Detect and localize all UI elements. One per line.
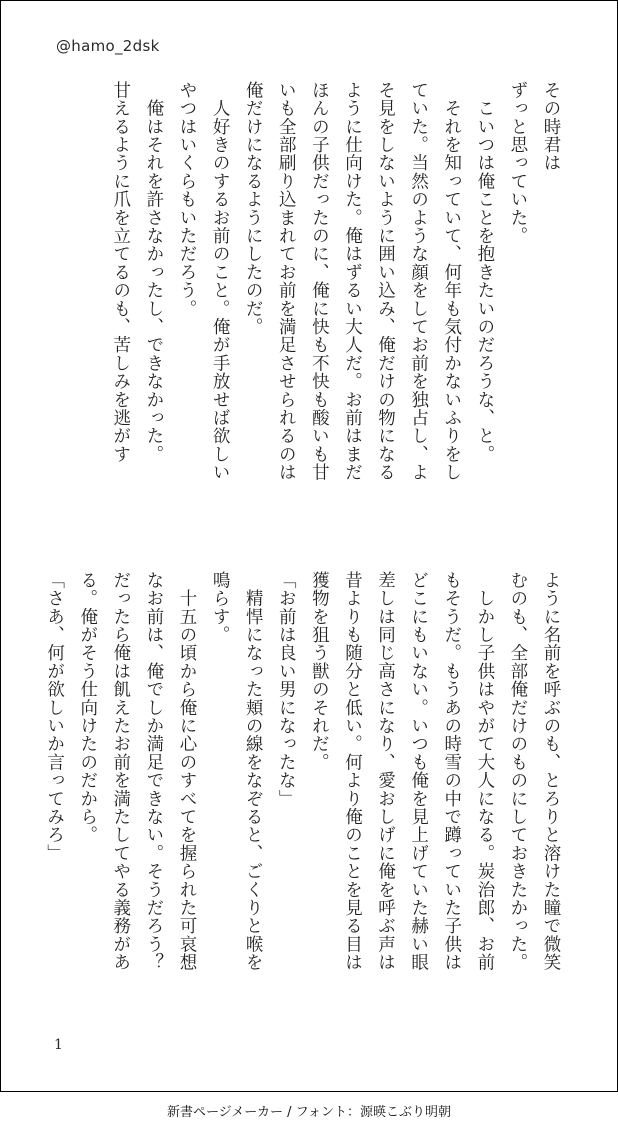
text-line: 昔よりも随分と低い。何より俺のことを見る目は (342, 571, 363, 972)
author-handle: @hamo_2dsk (56, 37, 160, 55)
text-line: 差しは同じ高さになり、愛おしげに俺を呼ぶ声は (375, 571, 396, 972)
text-line: 精悍になった頬の線をなぞると、ごくりと喉を (243, 571, 264, 972)
text-line: なお前は、俺でしか満足できない。そうだろう？ (143, 571, 164, 972)
footer-credit: 新書ページメーカー / フォント：源暎こぶり明朝 (166, 1105, 452, 1120)
page-number: 1 (54, 1037, 63, 1053)
text-line: ように名前を呼ぶのも、とろりと溶けた瞳で微笑 (541, 571, 561, 972)
text-line: こいつは俺ことを抱きたいのだろうな、と。 (474, 81, 495, 464)
text-line: ていた。当然のような顔をしてお前を独占し、よ (408, 81, 429, 482)
text-line: その時君は (541, 81, 561, 172)
text-line: 十五の頃から俺に心のすべてを握られた可哀想 (176, 571, 197, 972)
text-line: しかし子供はやがて大人になる。炭治郎、お前 (474, 571, 495, 972)
text-block-top (104, 81, 567, 521)
text-line: る。俺がそう仕向けたのだから。 (77, 571, 98, 844)
text-line: 「お前は良い男になったな」 (276, 571, 297, 808)
text-line: 人好きのするお前のこと。俺が手放せば欲しい (210, 81, 231, 482)
text-line: むのも、全部俺だけのものにしておきたかった。 (507, 571, 528, 972)
text-block-bottom (38, 571, 568, 1011)
text-line: いも全部刷り込まれてお前を満足させられるのは (276, 81, 297, 482)
text-line: ほんの子供だったのに、俺に快も不快も酸いも甘 (309, 81, 330, 482)
text-line: どこにもいない。いつも俺を見上げていた赫い眼 (408, 571, 429, 972)
text-line: それを知っていて、何年も気付かないふりをし (441, 81, 462, 482)
text-line: ように仕向けた。俺はずるい大人だ。お前はまだ (342, 81, 363, 482)
text-line: 甘えるように爪を立てるのも、苦しみを逃がす (110, 81, 131, 464)
text-line: 獲物を狙う獣のそれだ。 (309, 571, 330, 772)
text-line: やつはいくらもいただろう。 (176, 81, 197, 318)
text-line: だったら俺は飢えたお前を満たしてやる義務があ (110, 571, 131, 972)
text-line: そ見をしないように囲い込み、俺だけの物になる (375, 81, 396, 482)
text-line: 俺はそれを許さなかったし、できなかった。 (143, 81, 164, 464)
text-line: 俺だけになるようにしたのだ。 (243, 81, 264, 336)
text-line: ずっと思っていた。 (507, 81, 528, 245)
text-line: 鳴らす。 (210, 571, 231, 644)
text-line: 「さあ、何が欲しいか言ってみろ」 (44, 571, 65, 863)
text-line: もそうだ。もうあの時雪の中で蹲っていた子供は (441, 571, 462, 972)
